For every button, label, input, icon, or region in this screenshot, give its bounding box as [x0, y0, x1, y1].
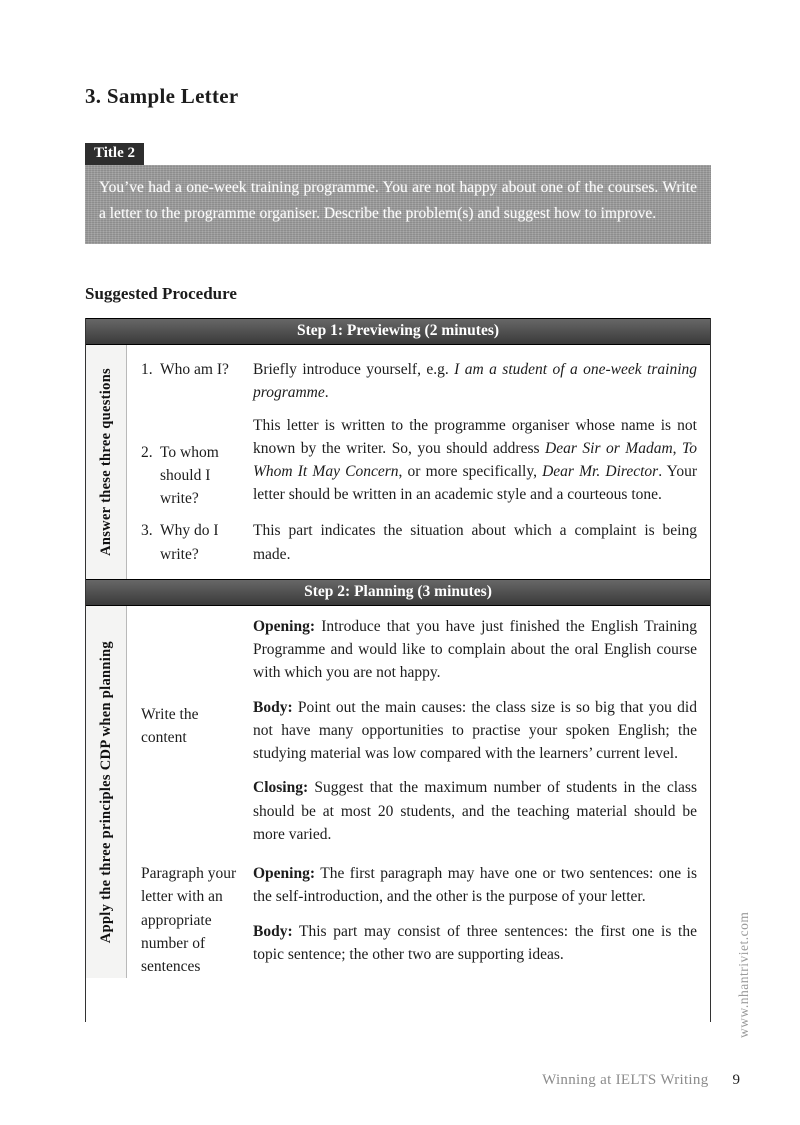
- page-footer: [85, 1072, 740, 1089]
- step2-sidebar: [86, 606, 127, 979]
- task-title-box: [85, 143, 711, 244]
- step1-header: Step 1: Previewing (2 minutes): [86, 318, 710, 345]
- paragraph-text: Point out the main causes: the class size is so big that you did not have many opportunities to practise your spoken English; the studying material was low compared with the learners’ current level.: [253, 698, 697, 762]
- question-text: Why do I write?: [160, 522, 219, 563]
- question-number: 1.: [141, 361, 153, 378]
- table-row: [127, 345, 710, 405]
- paragraph-text: Introduce that you have just finished the English Training Programme and would like to complain about the oral English course with which you are not happy.: [253, 617, 697, 682]
- instruction-label: Paragraph your letter with an appropriate number of sentences: [141, 865, 237, 975]
- step2-sidebar-label: Apply the three principles CDP when planning: [97, 640, 114, 944]
- footer-page-number: 9: [732, 1072, 740, 1088]
- row-spacer: [127, 846, 710, 862]
- table-row: [127, 606, 710, 846]
- paragraph-text: This part may consist of three sentences: the first one is the topic sentence; the other two are supporting ideas.: [253, 922, 697, 963]
- table-row: [127, 510, 710, 579]
- answer-example: Dear Mr. Director: [542, 463, 659, 480]
- answer-cell: [247, 862, 710, 978]
- instruction-cell: [127, 606, 247, 846]
- step2-body: [86, 606, 710, 979]
- title-label: Title 2: [85, 143, 144, 165]
- answer-text: ,: [672, 439, 683, 457]
- paragraph-text: Suggest that the maximum number of students in the class should be at most 20 students, and the teaching material should be more varied.: [253, 779, 697, 843]
- table-row: [127, 405, 710, 511]
- footer-book-title: Winning at IELTS Writing: [542, 1072, 709, 1088]
- section-heading: Suggested Procedure: [85, 284, 237, 303]
- answer-text: Briefly introduce yourself, e.g.: [253, 361, 455, 378]
- page-title: 3. Sample Letter: [85, 84, 239, 108]
- answer-cell: [247, 510, 710, 579]
- plan-paragraph: [253, 862, 697, 909]
- step2-rows: [127, 606, 710, 979]
- paragraph-lead: Opening:: [253, 617, 316, 635]
- instruction-cell: [127, 862, 247, 978]
- paragraph-lead: Opening:: [253, 865, 316, 882]
- answer-text: .: [324, 384, 329, 402]
- step1-body: [86, 345, 710, 579]
- plan-paragraph: [253, 615, 697, 685]
- answer-paragraph: [253, 519, 697, 566]
- question-cell: [127, 345, 247, 405]
- answer-cell: [247, 405, 710, 511]
- answer-example: I am a student of a one-week training programme: [253, 361, 698, 402]
- answer-text: This letter is written to the programme organiser whose name is not known by the writer. So, you should address: [253, 416, 697, 457]
- step2-header: Step 2: Planning (3 minutes): [86, 579, 710, 606]
- question-number: 2.: [141, 443, 153, 461]
- question-cell: [127, 405, 247, 511]
- publisher-url-vertical: www.nhantriviet.com: [736, 911, 751, 1038]
- plan-paragraph: [253, 920, 697, 967]
- answer-cell: [247, 606, 710, 846]
- step1-sidebar: [86, 345, 127, 579]
- question-line: [141, 519, 243, 566]
- answer-text: This part indicates the situation about which a complaint is being made.: [253, 522, 697, 563]
- question-line: [141, 441, 243, 511]
- question-cell: [127, 510, 247, 579]
- question-number: 3.: [141, 522, 153, 540]
- answer-cell: [247, 345, 710, 405]
- question-line: [141, 358, 243, 381]
- step1-rows: [127, 345, 710, 579]
- paragraph-lead: Body:: [253, 922, 293, 940]
- instruction-label: Write the content: [141, 705, 199, 746]
- answer-example: To Whom It May Concern: [253, 439, 697, 480]
- procedure-table: [85, 318, 711, 1022]
- answer-example: Dear Sir or Madam: [545, 439, 673, 457]
- answer-text: , or more specifically,: [398, 463, 543, 480]
- paragraph-lead: Body:: [253, 698, 293, 716]
- question-text: To whom should I write?: [160, 443, 219, 507]
- table-row: [127, 862, 710, 978]
- answer-paragraph: [253, 414, 697, 507]
- paragraph-text: The first paragraph may have one or two sentences: one is the self-introduction, and the other is the purpose of your letter.: [253, 865, 697, 906]
- plan-paragraph: [253, 696, 697, 766]
- paragraph-lead: Closing:: [253, 779, 309, 797]
- plan-paragraph: [253, 776, 697, 846]
- task-prompt-text: You’ve had a one-week training programme. You are not happy about one of the courses. Write a letter to the programme organiser. Describe the problem(s) and suggest how to improve.: [85, 165, 711, 244]
- question-text: Who am I?: [160, 361, 229, 378]
- step1-sidebar-label: Answer these three questions: [97, 367, 114, 556]
- answer-text: . Your letter should be written in an academic style and a courteous tone.: [253, 463, 697, 504]
- answer-paragraph: [253, 358, 697, 405]
